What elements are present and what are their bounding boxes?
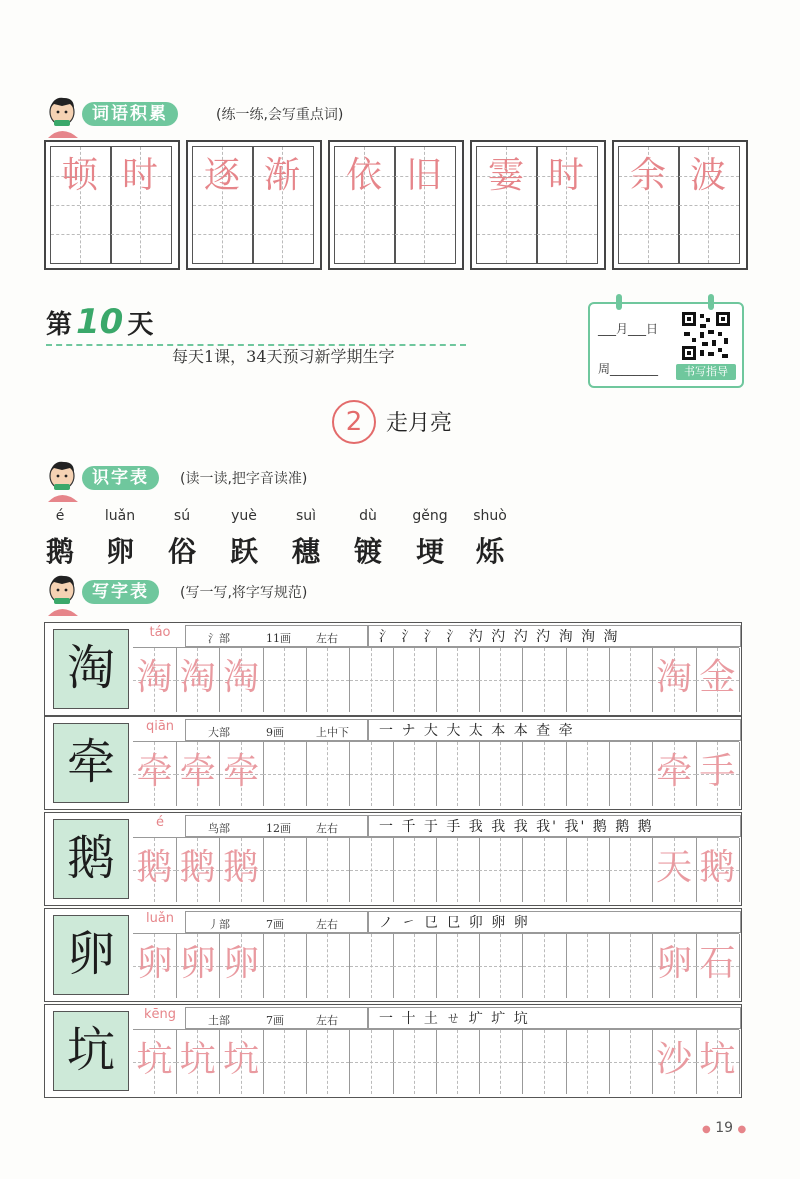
grid-line: [193, 205, 253, 206]
example-word-char: 石: [699, 943, 736, 984]
practice-cell[interactable]: [566, 934, 610, 998]
grid-line: [263, 966, 306, 967]
row-pinyin: luǎn: [145, 911, 175, 926]
trace-char: 牵: [223, 751, 260, 792]
practice-cell[interactable]: [350, 1030, 394, 1094]
qr-caption: 书写指导: [676, 364, 736, 380]
vocab-word-box: [328, 140, 464, 270]
vocab-word-box: [612, 140, 748, 270]
practice-cell[interactable]: [436, 1030, 480, 1094]
trace-char: 卵: [136, 943, 173, 984]
radical-label: 大部: [208, 726, 230, 739]
model-char-box: [53, 915, 129, 995]
day-subtitle: 每天1课，34天预习新学期生字: [172, 347, 395, 366]
vocab-char-cell[interactable]: [678, 146, 740, 264]
grid-line: [609, 870, 652, 871]
grid-line: [619, 234, 679, 235]
grid-line: [436, 870, 479, 871]
grid-line: [609, 680, 652, 681]
write-row: [44, 812, 742, 906]
grid-line: [436, 966, 479, 967]
char-info-box: [185, 815, 369, 837]
example-word-char: 淘: [656, 657, 693, 698]
write-row: [44, 622, 742, 716]
pinyin-label: suì: [295, 508, 317, 524]
practice-cell[interactable]: [479, 934, 523, 998]
practice-cell[interactable]: [523, 934, 567, 998]
write-section-header: [40, 570, 560, 616]
grid-line: [253, 234, 313, 235]
vocab-char: 顿: [61, 155, 98, 196]
grid-line: [537, 205, 597, 206]
radical-label: 土部: [208, 1014, 230, 1027]
page-number: [702, 1120, 746, 1136]
practice-cell[interactable]: [263, 742, 307, 806]
grid-line: [436, 774, 479, 775]
practice-cell[interactable]: [609, 838, 653, 902]
practice-cell[interactable]: [566, 838, 610, 902]
grid-line: [306, 1062, 349, 1063]
practice-cell[interactable]: [306, 648, 350, 712]
practice-cell[interactable]: [350, 742, 394, 806]
practice-cell[interactable]: [306, 934, 350, 998]
qr-code-icon[interactable]: [682, 312, 730, 360]
structure-label: 左右: [316, 918, 338, 931]
pinyin-label: sú: [173, 508, 191, 524]
trace-char: 鹅: [223, 847, 260, 888]
write-section-title: 写字表: [82, 580, 159, 604]
grid-line: [393, 966, 436, 967]
practice-cell[interactable]: [566, 648, 610, 712]
stroke-count: 12画: [266, 822, 291, 835]
model-char-box: [53, 819, 129, 899]
vocab-char-cell[interactable]: [536, 146, 598, 264]
grid-line: [393, 870, 436, 871]
vocab-word-box: [470, 140, 606, 270]
practice-cell[interactable]: [479, 648, 523, 712]
date-week: 周________: [598, 362, 659, 376]
grid-line: [393, 680, 436, 681]
stroke-order: 一 千 于 手 我 我 我 我' 我' 鹅 鹅 鹅: [379, 819, 654, 835]
model-char: 鹅: [66, 830, 115, 886]
recognize-char: 烁: [475, 535, 504, 568]
recognize-section-title: 识字表: [82, 466, 159, 490]
pinyin-label: luǎn: [104, 508, 136, 524]
radical-label: 丿部: [208, 918, 230, 931]
example-word-char: 鹅: [699, 847, 736, 888]
grid-line: [477, 205, 537, 206]
vocab-char-cell[interactable]: [50, 146, 112, 264]
practice-cell[interactable]: [566, 1030, 610, 1094]
practice-cell[interactable]: [393, 1030, 437, 1094]
model-char: 坑: [66, 1022, 115, 1078]
practice-cell[interactable]: [523, 648, 567, 712]
vocab-char: 渐: [263, 155, 300, 196]
trace-char: 牵: [136, 751, 173, 792]
example-word-char: 卵: [656, 943, 693, 984]
grid-line: [566, 774, 609, 775]
practice-cell[interactable]: [436, 934, 480, 998]
grid-line: [523, 680, 566, 681]
grid-line: [263, 680, 306, 681]
example-word-char: 手: [699, 751, 736, 792]
example-word-char: 坑: [699, 1039, 736, 1080]
pinyin-label: dù: [359, 508, 377, 524]
write-row: [44, 908, 742, 1002]
recognize-section-note: (读一读,把字音读准): [180, 471, 308, 487]
day-suffix: 天: [127, 310, 154, 340]
practice-cell[interactable]: [350, 648, 394, 712]
grid-line: [51, 234, 111, 235]
trace-char: 淘: [223, 657, 260, 698]
pinyin-label: yuè: [231, 508, 257, 524]
stroke-order: 氵 氵 氵 氵 汋 汋 汋 汋 洵 洵 淘: [379, 629, 620, 645]
grid-line: [679, 205, 739, 206]
vocab-char-cell[interactable]: [252, 146, 314, 264]
vocab-char: 余: [629, 155, 666, 196]
practice-cell[interactable]: [263, 1030, 307, 1094]
grid-line: [523, 966, 566, 967]
grid-line: [537, 234, 597, 235]
grid-line: [479, 680, 522, 681]
model-char: 牵: [66, 734, 115, 790]
grid-line: [566, 870, 609, 871]
practice-cell[interactable]: [436, 648, 480, 712]
day-number: 10: [76, 302, 124, 342]
practice-cell[interactable]: [609, 648, 653, 712]
grid-line: [306, 870, 349, 871]
vocab-char: 旧: [405, 155, 442, 196]
grid-line: [393, 1062, 436, 1063]
practice-cell[interactable]: [523, 742, 567, 806]
grid-line: [263, 870, 306, 871]
grid-line: [253, 205, 313, 206]
practice-cell[interactable]: [436, 742, 480, 806]
grid-line: [609, 774, 652, 775]
char-info-box: [185, 911, 369, 933]
recognize-section-header: [40, 456, 560, 502]
grid-line: [350, 1062, 393, 1063]
structure-label: 左右: [316, 822, 338, 835]
stroke-order: ノ ㇀ 㔾 㔾 卯 卵 卵: [379, 915, 530, 931]
grid-line: [477, 234, 537, 235]
vocab-char: 时: [547, 155, 584, 196]
row-pinyin: qiān: [145, 719, 175, 734]
stroke-count: 7画: [266, 1014, 284, 1027]
lesson-number: 2: [332, 400, 376, 444]
practice-cell[interactable]: [306, 742, 350, 806]
vocab-word-box: [186, 140, 322, 270]
page-dot-icon: ●: [737, 1124, 747, 1135]
practice-cell[interactable]: [523, 1030, 567, 1094]
model-char: 淘: [66, 640, 115, 696]
grid-line: [436, 1062, 479, 1063]
model-char-box: [53, 723, 129, 803]
structure-label: 左右: [316, 1014, 338, 1027]
date-card: [588, 302, 744, 388]
example-word-char: 沙: [656, 1039, 693, 1080]
grid-line: [263, 774, 306, 775]
recognize-char: 鹅: [45, 535, 74, 568]
trace-char: 牵: [179, 751, 216, 792]
practice-cell[interactable]: [263, 648, 307, 712]
recognize-char: 卵: [105, 535, 134, 568]
practice-cell[interactable]: [306, 838, 350, 902]
grid-line: [609, 1062, 652, 1063]
trace-char: 鹅: [179, 847, 216, 888]
write-row: [44, 1004, 742, 1098]
grid-line: [350, 870, 393, 871]
grid-line: [335, 234, 395, 235]
card-ring-right: [708, 294, 714, 310]
grid-line: [609, 966, 652, 967]
grid-line: [566, 680, 609, 681]
write-section-note: (写一写,将字写规范): [180, 585, 308, 601]
trace-char: 坑: [179, 1039, 216, 1080]
practice-cell[interactable]: [523, 838, 567, 902]
row-pinyin: kēng: [143, 1007, 177, 1022]
grid-line: [479, 966, 522, 967]
practice-cell[interactable]: [393, 648, 437, 712]
model-char-box: [53, 1011, 129, 1091]
vocab-word-box: [44, 140, 180, 270]
grid-line: [350, 774, 393, 775]
boy-reading-icon: [40, 570, 86, 616]
grid-line: [523, 774, 566, 775]
vocab-char: 逐: [203, 155, 240, 196]
boy-reading-icon: [40, 456, 86, 502]
stroke-order: 一 ナ 大 大 太 本 本 查 牵: [379, 723, 575, 739]
lesson-title: 走月亮: [386, 411, 453, 436]
practice-cell[interactable]: [393, 934, 437, 998]
grid-line: [306, 774, 349, 775]
recognize-char: 穗: [291, 535, 320, 568]
grid-line: [395, 205, 455, 206]
card-ring-left: [616, 294, 622, 310]
vocab-char-cell[interactable]: [394, 146, 456, 264]
write-row: [44, 716, 742, 810]
grid-line: [479, 870, 522, 871]
grid-line: [306, 680, 349, 681]
practice-cell[interactable]: [609, 742, 653, 806]
recognize-char: 跃: [229, 535, 258, 568]
model-char: 卵: [66, 926, 115, 982]
stroke-count: 11画: [266, 632, 291, 645]
grid-line: [393, 774, 436, 775]
practice-cell[interactable]: [306, 1030, 350, 1094]
grid-line: [193, 234, 253, 235]
vocab-char: 依: [345, 155, 382, 196]
grid-line: [619, 205, 679, 206]
grid-line: [679, 234, 739, 235]
grid-line: [335, 205, 395, 206]
vocab-char-cell[interactable]: [110, 146, 172, 264]
stroke-order: 一 十 土 ㄝ 圹 圹 坑: [379, 1011, 530, 1027]
practice-cell[interactable]: [393, 742, 437, 806]
pinyin-label: é: [55, 508, 65, 524]
vocab-char: 时: [121, 155, 158, 196]
trace-char: 鹅: [136, 847, 173, 888]
grid-line: [479, 774, 522, 775]
trace-char: 卵: [179, 943, 216, 984]
vocab-section-header: [40, 92, 560, 138]
grid-line: [566, 1062, 609, 1063]
grid-line: [523, 870, 566, 871]
vocab-char: 波: [689, 155, 726, 196]
trace-char: 坑: [136, 1039, 173, 1080]
trace-char: 淘: [136, 657, 173, 698]
stroke-count: 7画: [266, 918, 284, 931]
char-info-box: [185, 719, 369, 741]
page-number-value: 19: [715, 1120, 734, 1136]
day-heading: [46, 302, 153, 342]
pinyin-label: shuò: [473, 508, 507, 524]
char-info-box: [185, 625, 369, 647]
grid-line: [111, 234, 171, 235]
page-dot-icon: ●: [702, 1124, 711, 1135]
practice-cell[interactable]: [436, 838, 480, 902]
recognize-char: 镀: [353, 535, 382, 568]
practice-cell[interactable]: [479, 1030, 523, 1094]
radical-label: 氵部: [208, 632, 230, 645]
char-info-box: [185, 1007, 369, 1029]
vocab-char-cell[interactable]: [334, 146, 396, 264]
vocab-char-cell[interactable]: [476, 146, 538, 264]
model-char-box: [53, 629, 129, 709]
practice-cell[interactable]: [350, 934, 394, 998]
grid-line: [436, 680, 479, 681]
grid-line: [111, 205, 171, 206]
row-pinyin: é: [156, 815, 164, 830]
grid-line: [350, 680, 393, 681]
example-word-char: 牵: [656, 751, 693, 792]
practice-cell[interactable]: [479, 838, 523, 902]
recognize-char: 埂: [415, 535, 444, 568]
practice-cell[interactable]: [263, 838, 307, 902]
trace-char: 卵: [223, 943, 260, 984]
vocab-char-cell[interactable]: [618, 146, 680, 264]
practice-cell[interactable]: [393, 838, 437, 902]
vocab-section-title: 词语积累: [82, 102, 178, 126]
day-prefix: 第: [46, 310, 73, 340]
trace-char: 淘: [179, 657, 216, 698]
boy-reading-icon: [40, 92, 86, 138]
example-word-char: 天: [656, 847, 693, 888]
row-pinyin: táo: [149, 625, 171, 640]
grid-line: [306, 966, 349, 967]
grid-line: [479, 1062, 522, 1063]
stroke-count: 9画: [266, 726, 284, 739]
grid-line: [395, 234, 455, 235]
practice-cell[interactable]: [566, 742, 610, 806]
grid-line: [523, 1062, 566, 1063]
structure-label: 上中下: [316, 726, 349, 739]
practice-cell[interactable]: [479, 742, 523, 806]
grid-line: [566, 966, 609, 967]
radical-label: 鸟部: [208, 822, 230, 835]
date-month-day: ___月___日: [598, 322, 659, 336]
practice-cell[interactable]: [350, 838, 394, 902]
vocab-section-note: (练一练,会写重点词): [216, 107, 344, 123]
practice-cell[interactable]: [609, 1030, 653, 1094]
vocab-char: 霎: [487, 155, 524, 196]
practice-cell[interactable]: [609, 934, 653, 998]
structure-label: 左右: [316, 632, 338, 645]
vocab-char-cell[interactable]: [192, 146, 254, 264]
pinyin-label: gěng: [412, 508, 448, 524]
practice-cell[interactable]: [263, 934, 307, 998]
example-word-char: 金: [699, 657, 736, 698]
grid-line: [350, 966, 393, 967]
grid-line: [263, 1062, 306, 1063]
recognize-char: 俗: [167, 535, 196, 568]
trace-char: 坑: [223, 1039, 260, 1080]
grid-line: [51, 205, 111, 206]
